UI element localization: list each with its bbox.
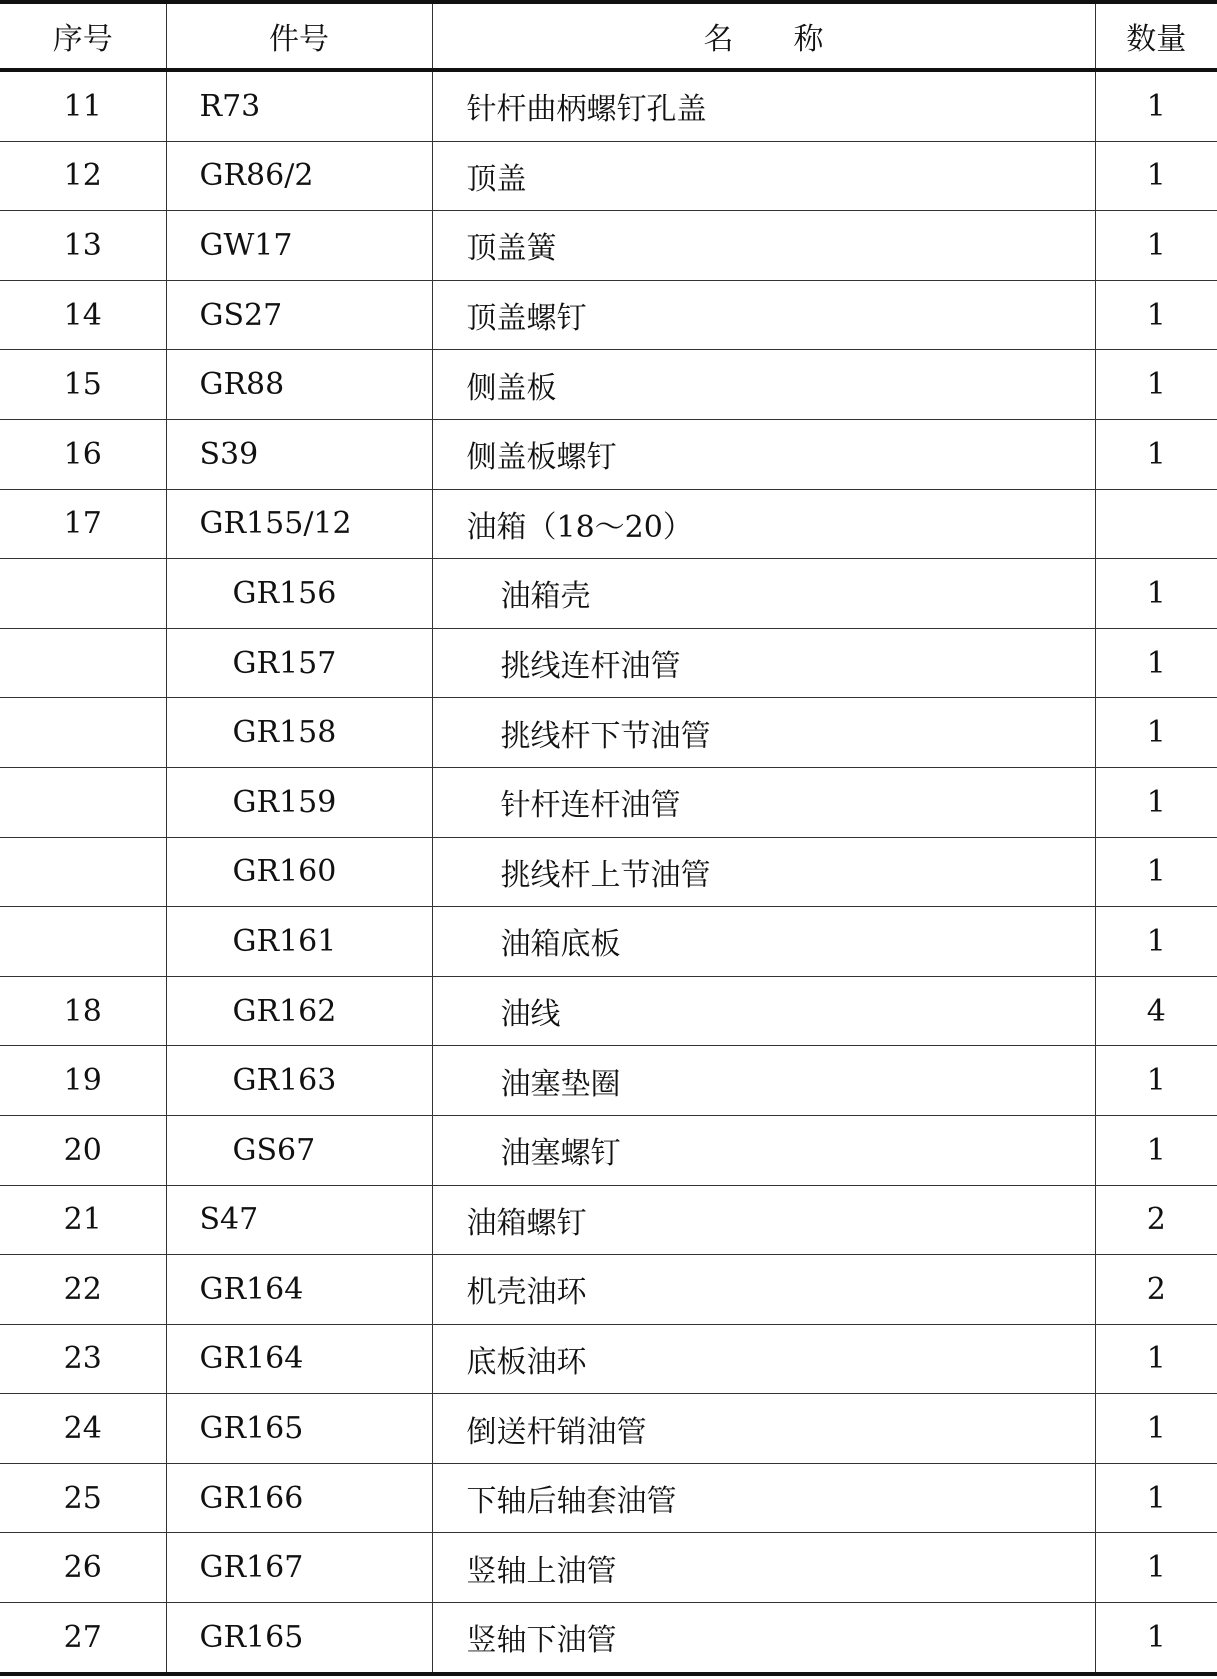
cell-seq: 20	[0, 1115, 166, 1185]
cell-name: 挑线杆下节油管	[432, 698, 1095, 768]
cell-part-number: S39	[166, 419, 432, 489]
cell-seq: 25	[0, 1463, 166, 1533]
cell-part-number: GR164	[166, 1324, 432, 1394]
cell-seq: 17	[0, 489, 166, 559]
table-body	[0, 70, 1217, 1674]
cell-part-number: GR162	[166, 976, 432, 1046]
cell-seq: 22	[0, 1255, 166, 1325]
cell-quantity: 1	[1095, 907, 1217, 977]
cell-seq: 19	[0, 1046, 166, 1116]
table-row	[0, 141, 1217, 211]
header-row	[0, 2, 1217, 70]
cell-quantity: 1	[1095, 1046, 1217, 1116]
table-row	[0, 211, 1217, 281]
cell-part-number: GS67	[166, 1115, 432, 1185]
cell-part-number: GR156	[166, 559, 432, 629]
cell-name: 顶盖簧	[432, 211, 1095, 281]
cell-name: 针杆曲柄螺钉孔盖	[432, 70, 1095, 141]
header-part-number: 件号	[166, 2, 432, 70]
table-row	[0, 837, 1217, 907]
header-name: 名 称	[432, 2, 1095, 70]
cell-quantity: 1	[1095, 350, 1217, 420]
cell-part-number: GR159	[166, 767, 432, 837]
cell-part-number: GR86/2	[166, 141, 432, 211]
table-row	[0, 419, 1217, 489]
cell-part-number: GR164	[166, 1255, 432, 1325]
cell-quantity: 2	[1095, 1255, 1217, 1325]
table-row	[0, 976, 1217, 1046]
cell-name: 油箱（18～20）	[432, 489, 1095, 559]
table-row	[0, 1255, 1217, 1325]
cell-part-number: GR165	[166, 1394, 432, 1464]
cell-part-number: GR167	[166, 1533, 432, 1603]
cell-quantity: 1	[1095, 211, 1217, 281]
cell-quantity: 1	[1095, 837, 1217, 907]
cell-name: 顶盖螺钉	[432, 280, 1095, 350]
cell-name: 油塞螺钉	[432, 1115, 1095, 1185]
table-row	[0, 1115, 1217, 1185]
cell-seq: 18	[0, 976, 166, 1046]
cell-part-number: GR166	[166, 1463, 432, 1533]
cell-name: 油塞垫圈	[432, 1046, 1095, 1116]
table-row	[0, 1394, 1217, 1464]
cell-part-number: GR160	[166, 837, 432, 907]
cell-name: 油箱螺钉	[432, 1185, 1095, 1255]
cell-seq	[0, 837, 166, 907]
cell-quantity: 1	[1095, 1394, 1217, 1464]
cell-name: 针杆连杆油管	[432, 767, 1095, 837]
cell-quantity: 1	[1095, 1115, 1217, 1185]
table-row	[0, 628, 1217, 698]
cell-quantity: 1	[1095, 1324, 1217, 1394]
cell-seq: 14	[0, 280, 166, 350]
cell-quantity: 2	[1095, 1185, 1217, 1255]
table-row	[0, 70, 1217, 141]
cell-quantity: 1	[1095, 419, 1217, 489]
cell-part-number: S47	[166, 1185, 432, 1255]
cell-quantity: 1	[1095, 767, 1217, 837]
cell-quantity	[1095, 489, 1217, 559]
cell-name: 油线	[432, 976, 1095, 1046]
cell-seq: 26	[0, 1533, 166, 1603]
cell-name: 挑线杆上节油管	[432, 837, 1095, 907]
cell-seq	[0, 907, 166, 977]
cell-part-number: GR88	[166, 350, 432, 420]
cell-part-number: GR158	[166, 698, 432, 768]
cell-seq: 27	[0, 1603, 166, 1674]
cell-part-number: GR165	[166, 1603, 432, 1674]
cell-seq: 23	[0, 1324, 166, 1394]
cell-seq: 13	[0, 211, 166, 281]
cell-name: 挑线连杆油管	[432, 628, 1095, 698]
table-row	[0, 559, 1217, 629]
cell-quantity: 1	[1095, 280, 1217, 350]
cell-part-number: GR155/12	[166, 489, 432, 559]
cell-quantity: 1	[1095, 70, 1217, 141]
table-row	[0, 1046, 1217, 1116]
table-row	[0, 1324, 1217, 1394]
cell-seq	[0, 559, 166, 629]
cell-seq: 16	[0, 419, 166, 489]
table-row	[0, 1603, 1217, 1674]
header-quantity: 数量	[1095, 2, 1217, 70]
cell-name: 侧盖板螺钉	[432, 419, 1095, 489]
cell-part-number: GS27	[166, 280, 432, 350]
cell-quantity: 1	[1095, 141, 1217, 211]
cell-name: 油箱壳	[432, 559, 1095, 629]
cell-quantity: 4	[1095, 976, 1217, 1046]
cell-quantity: 1	[1095, 698, 1217, 768]
table-row	[0, 1185, 1217, 1255]
cell-name: 下轴后轴套油管	[432, 1463, 1095, 1533]
header-seq: 序号	[0, 2, 166, 70]
cell-name: 机壳油环	[432, 1255, 1095, 1325]
cell-part-number: GR161	[166, 907, 432, 977]
cell-name: 油箱底板	[432, 907, 1095, 977]
cell-name: 顶盖	[432, 141, 1095, 211]
cell-quantity: 1	[1095, 628, 1217, 698]
cell-part-number: GR157	[166, 628, 432, 698]
cell-seq: 11	[0, 70, 166, 141]
cell-seq	[0, 698, 166, 768]
cell-name: 竖轴上油管	[432, 1533, 1095, 1603]
cell-quantity: 1	[1095, 1603, 1217, 1674]
table-row	[0, 907, 1217, 977]
cell-name: 竖轴下油管	[432, 1603, 1095, 1674]
cell-part-number: R73	[166, 70, 432, 141]
table-row	[0, 350, 1217, 420]
cell-seq	[0, 767, 166, 837]
cell-name: 侧盖板	[432, 350, 1095, 420]
cell-quantity: 1	[1095, 1463, 1217, 1533]
cell-seq: 12	[0, 141, 166, 211]
cell-quantity: 1	[1095, 1533, 1217, 1603]
cell-seq: 15	[0, 350, 166, 420]
table-row	[0, 1463, 1217, 1533]
table-row	[0, 489, 1217, 559]
table-row	[0, 1533, 1217, 1603]
cell-name: 倒送杆销油管	[432, 1394, 1095, 1464]
cell-seq: 21	[0, 1185, 166, 1255]
cell-part-number: GW17	[166, 211, 432, 281]
cell-part-number: GR163	[166, 1046, 432, 1116]
cell-seq	[0, 628, 166, 698]
table-row	[0, 280, 1217, 350]
table-row	[0, 698, 1217, 768]
table-row	[0, 767, 1217, 837]
cell-seq: 24	[0, 1394, 166, 1464]
cell-name: 底板油环	[432, 1324, 1095, 1394]
cell-quantity: 1	[1095, 559, 1217, 629]
